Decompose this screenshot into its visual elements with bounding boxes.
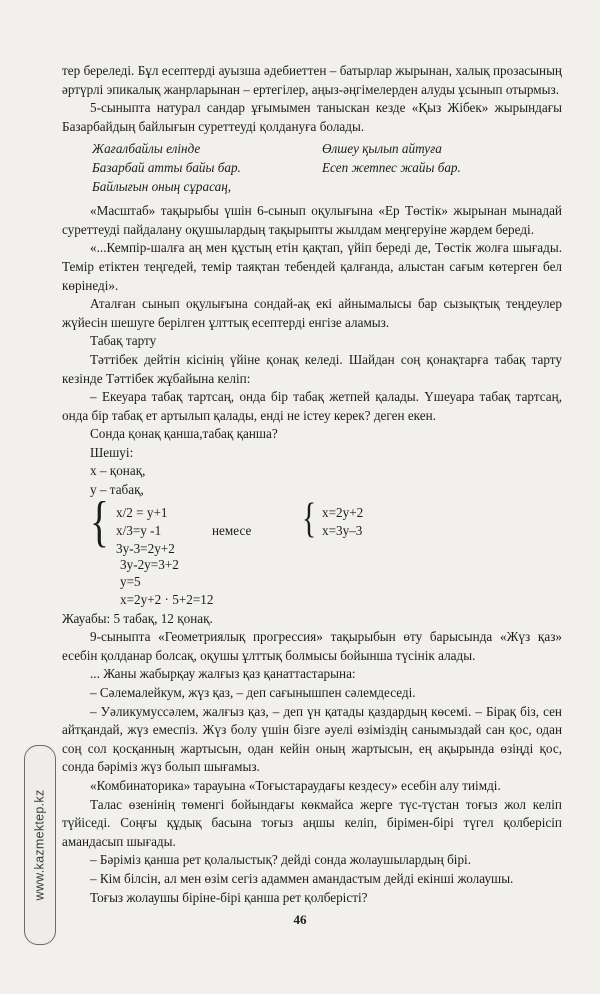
equation: x/2 = y+1 [116, 504, 168, 520]
variable-definition: х – қонақ, [90, 463, 146, 479]
paragraph: 9-сыныпта «Геометриялық прогрессия» тақырыбын өту барысында «Жүз қаз» есебін қолданар болсақ, оқушы ұлттық болмысы бойынша түсінік алады. [62, 629, 562, 663]
poem-left-column [92, 140, 322, 196]
dialogue-line: – Бәріміз қанша рет қолалыстық? дейді сонда жолаушылардың бірі. [90, 852, 472, 868]
question: Тоғыз жолаушы біріне-бірі қанша рет қолберісті? [90, 889, 368, 905]
poem-line: Базарбай атты байы бар. [92, 159, 241, 175]
calculation-steps [120, 556, 214, 609]
page-number: 46 [293, 912, 307, 927]
brace-icon: { [302, 495, 317, 542]
equation: x=3y–3 [322, 523, 363, 539]
paragraph: «Комбинаторика» тарауына «Тоғыстараудағы кездесу» есебін алу тиімді. [90, 778, 501, 793]
paragraph: – Екеуара табақ тартсаң, онда бір табақ жетпей қалады. Үшеуара табақ тартсаң, онда бір табақ ет артылып қалады, енді не істеу керек? деген екен. [62, 389, 562, 423]
equation: x=2y+2 · 5+2=12 [120, 592, 214, 608]
paragraph: Тәттібек дейтін кісінің үйіне қонақ келеді. Шайдан соң қонақтарға табақ тарту кезінде Тәттібек жұбайына келіп: [62, 351, 562, 386]
poem-line: Жағалбайлы елінде [92, 141, 201, 157]
equation: x/3=y -1 [116, 523, 162, 539]
dialogue-line: – Сәлемалейкум, жүз қаз, – деп сағынышпен сәлемдеседі. [90, 685, 416, 701]
page-body [62, 62, 562, 907]
watermark-text: www.kazmektep.kz [33, 789, 47, 901]
paragraph: Аталған сынып оқулығына сондай-ақ екі айнымалысы бар сызықтық теңдеулер жүйесін шешуге берілген ұлттық есептерді енгізе аламыз. [62, 296, 562, 330]
poem-quote [92, 140, 562, 196]
dialogue-line: – Уәликумуссәлем, жалғыз қаз, – деп үн қатады қаздардың көсемі. – Бірақ біз, сен айтқандай, жүз емеспіз. Жүз болу үшін бізге әуелі өзіміздің санымыздай сан қос, одан соң сол қосқанның жартысын, одан кейін оның жартысын, ең ақырында өзіңді қос, сонда бәріміз жүз болып шығамыз. [62, 703, 562, 775]
equation: x=2y+2 [322, 504, 364, 520]
paragraph: тер береледі. Бұл есептерді ауызша әдебиеттен – батырлар жырынан, халық прозасының әртүрлі эпикалық жанрларынан – ертегілер, аңыз-әңгімелерден алуды ұсынып отырмыз. [62, 63, 562, 97]
watermark-stamp [24, 745, 56, 945]
equation: 3y-3=2y+2 [116, 541, 175, 557]
poem-line: Есеп жетпес жайы бар. [322, 159, 461, 175]
problem-title: Табақ тарту [90, 333, 157, 349]
equation: y=5 [120, 574, 141, 590]
connector-word: немесе [212, 522, 252, 538]
answer: Жауабы: 5 табақ, 12 қонақ. [62, 610, 213, 626]
solution-label: Шешуі: [90, 444, 134, 460]
dialogue-line: – Кім білсін, ал мен өзім сегіз адаммен амандастым дейді екінші жолаушы. [90, 870, 514, 886]
paragraph: Талас өзенінің төменгі бойындағы көкмайса жерге түс-түстан тоғыз жол келіп түйіседі. Соңғы құдық басына тоғыз аңшы келіп, бірімен-бірі түгел қолберісіп амандасып шығады. [62, 796, 562, 849]
paragraph: ... Жаны жабырқау жалғыз қаз қанаттастарына: [90, 666, 356, 682]
paragraph: 5-сыныпта натурал сандар ұғымымен таныскан кезде «Қыз Жібек» жырындағы Базарбайдың байлығын суреттеуді қолдануға болады. [62, 100, 562, 134]
paragraph: «Масштаб» тақырыбы үшін 6-сынып оқулығына «Ер Төстік» жырынан мынадай суреттеуді пайдалану оқушылардың тақырыпты жылдам меңгеруіне жәрдем береді. [62, 203, 562, 237]
brace-icon: { [90, 490, 109, 553]
equation: 3y-2y=3+2 [120, 556, 179, 572]
variable-definition: у – табақ, [90, 482, 144, 498]
poem-line: Өлшеу қылып айтуға [322, 141, 442, 157]
quote-paragraph: «...Кемпір-шалға аң мен құстың етін қақтап, үйіп береді де, Төстік жолға шығады. Темір етіктен теңгедей, темір таяқтан тебендей қалғанда, алыстан сағым көтерген бел көрінеді». [62, 240, 562, 293]
poem-line: Байлығын оның сұрасаң, [92, 178, 232, 194]
question: Сонда қонақ қанша,табақ қанша? [90, 426, 278, 442]
poem-right-column [322, 140, 552, 196]
